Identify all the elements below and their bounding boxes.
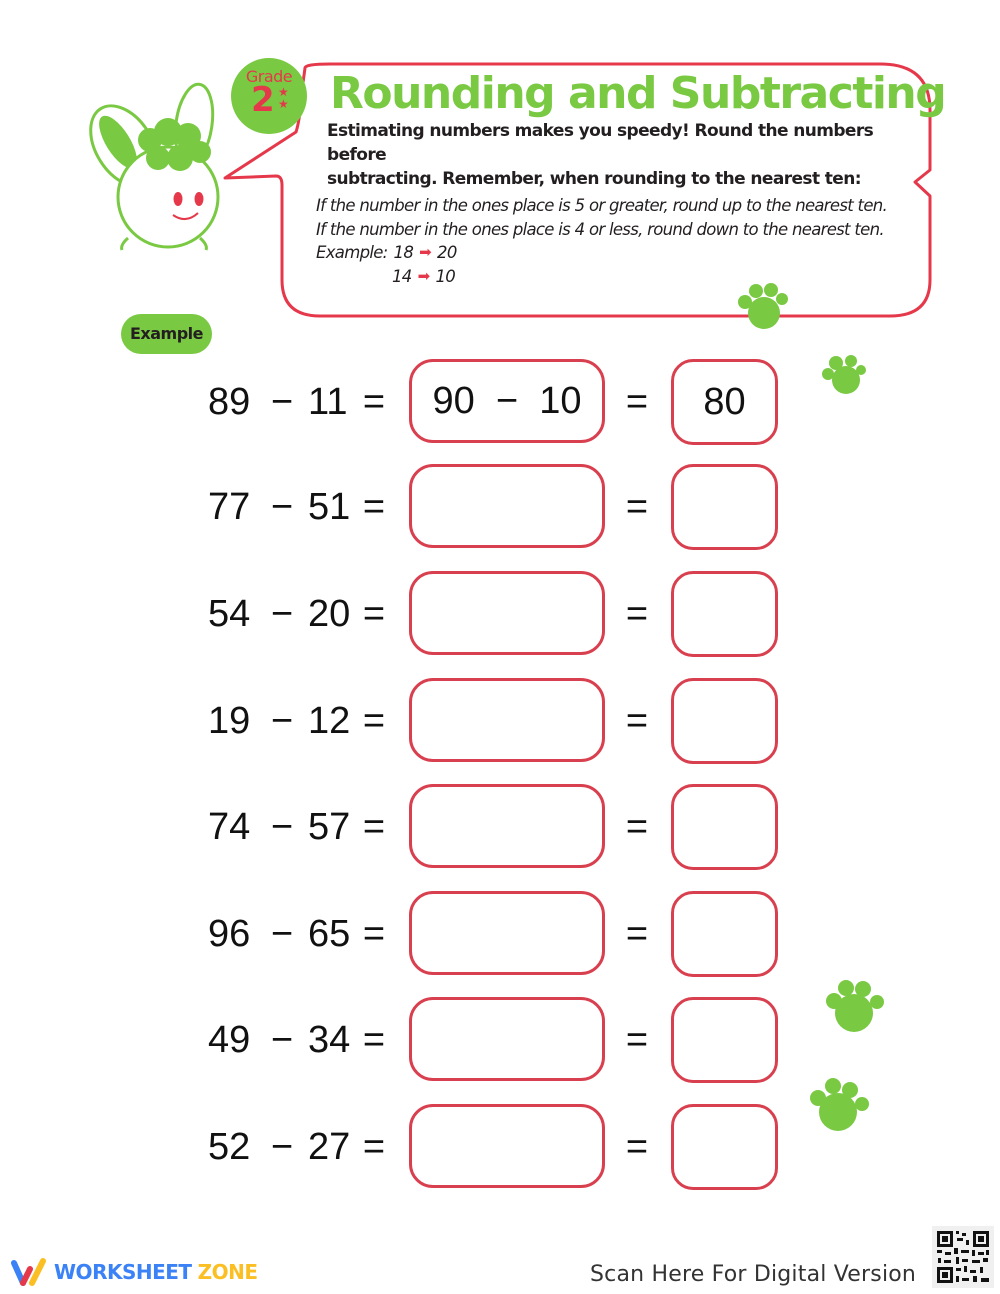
- example-badge: Example: [121, 314, 212, 354]
- problem-expression: [208, 782, 392, 872]
- equals-sign: =: [625, 486, 649, 528]
- rounded-expression-box[interactable]: [409, 464, 605, 548]
- answer-box[interactable]: [671, 571, 778, 657]
- answer-box[interactable]: [671, 784, 778, 870]
- problem-row: [0, 676, 1000, 766]
- arrow-right-icon: ➡: [419, 243, 432, 261]
- subtrahend: 65: [308, 913, 351, 955]
- subtrahend: 34: [308, 1019, 351, 1061]
- rounded-expression-box[interactable]: [409, 784, 605, 868]
- qr-code-icon[interactable]: [932, 1226, 994, 1288]
- rule-round-up: If the number in the ones place is 5 or greater, round up to the nearest ten.: [316, 196, 888, 215]
- minus-sign: −: [270, 486, 294, 528]
- example-from: 14: [392, 266, 412, 286]
- rounded-expression-box[interactable]: [409, 997, 605, 1081]
- problem-expression: [208, 1102, 392, 1192]
- minuend: 19: [208, 700, 251, 742]
- minus-sign: −: [270, 1019, 294, 1061]
- worksheet-zone-logo[interactable]: [10, 1257, 257, 1287]
- rounded-expression-box[interactable]: [409, 678, 605, 762]
- rounded-expression-box: 90 − 10: [409, 359, 605, 443]
- equals-sign: =: [362, 806, 386, 848]
- grade-badge: [231, 58, 307, 134]
- rounding-rules: [316, 194, 887, 288]
- example-from: 18: [393, 243, 414, 262]
- equals-sign: =: [625, 593, 649, 635]
- subtrahend: 57: [308, 806, 351, 848]
- subtrahend: 51: [308, 486, 351, 528]
- equals-sign: =: [362, 913, 386, 955]
- page-title: Rounding and Subtracting: [330, 68, 946, 119]
- example-label: Example:: [316, 243, 388, 262]
- brand-name-part1: WORKSHEET: [54, 1260, 192, 1284]
- scan-for-digital-text: Scan Here For Digital Version: [590, 1262, 917, 1287]
- answer-box: 80: [671, 359, 778, 445]
- problem-row: [0, 462, 1000, 552]
- problem-row-example: [0, 357, 1000, 447]
- paw-print-icon: [734, 280, 794, 330]
- equals-sign: =: [362, 700, 386, 742]
- answer-box[interactable]: [671, 891, 778, 977]
- minus-sign: −: [270, 381, 294, 423]
- equals-sign: =: [625, 381, 649, 423]
- intro-line-2: subtracting. Remember, when rounding to the nearest ten:: [327, 169, 861, 189]
- minus-sign: −: [270, 700, 294, 742]
- equals-sign: =: [362, 486, 386, 528]
- minuend: 49: [208, 1019, 251, 1061]
- rule-example-1: [316, 241, 887, 265]
- subtrahend: 27: [308, 1126, 351, 1168]
- problem-row: [0, 569, 1000, 659]
- problem-row: [0, 889, 1000, 979]
- rounded-expression-box[interactable]: [409, 1104, 605, 1188]
- worksheet-zone-logo-icon: [10, 1257, 48, 1287]
- minuend: 89: [208, 381, 251, 423]
- brand-name-part2: ZONE: [197, 1260, 258, 1284]
- minuend: 52: [208, 1126, 251, 1168]
- equals-sign: =: [625, 700, 649, 742]
- minus-sign: −: [270, 593, 294, 635]
- equals-sign: =: [362, 593, 386, 635]
- rounded-expression-box[interactable]: [409, 571, 605, 655]
- grade-label: Grade: [245, 67, 293, 86]
- problem-row: [0, 995, 1000, 1085]
- equals-sign: =: [625, 806, 649, 848]
- problem-expression: [208, 676, 392, 766]
- equals-sign: =: [362, 1019, 386, 1061]
- intro-line-1: Estimating numbers makes you speedy! Round the numbers before: [327, 121, 874, 165]
- minuend: 74: [208, 806, 251, 848]
- example-to: 10: [435, 266, 456, 286]
- equals-sign: =: [362, 381, 386, 423]
- answer-box[interactable]: [671, 464, 778, 550]
- problem-row: [0, 1102, 1000, 1192]
- subtrahend: 11: [308, 381, 348, 423]
- grade-number: 2: [251, 80, 275, 120]
- minus-sign: −: [270, 1126, 294, 1168]
- answer-box[interactable]: [671, 678, 778, 764]
- bunny-mascot-icon: [77, 82, 218, 250]
- equals-sign: =: [362, 1126, 386, 1168]
- minuend: 77: [208, 486, 251, 528]
- rule-round-down: If the number in the ones place is 4 or less, round down to the nearest ten.: [316, 219, 884, 239]
- minus-sign: −: [270, 806, 294, 848]
- subtrahend: 20: [308, 593, 351, 635]
- minus-sign: −: [270, 913, 294, 955]
- star-icon: ★ ★: [278, 85, 289, 111]
- answer-box[interactable]: [671, 997, 778, 1083]
- example-to: 20: [437, 243, 457, 262]
- problem-expression: [208, 995, 392, 1085]
- equals-sign: =: [625, 1126, 649, 1168]
- problem-expression: [208, 889, 392, 979]
- rounded-expression-box[interactable]: [409, 891, 605, 975]
- problem-expression: [208, 569, 392, 659]
- problem-expression: [208, 462, 392, 552]
- problem-row: [0, 782, 1000, 872]
- subtrahend: 12: [308, 700, 351, 742]
- rule-example-2: [316, 265, 887, 289]
- equals-sign: =: [625, 913, 649, 955]
- problem-expression: [208, 357, 392, 447]
- minuend: 54: [208, 593, 251, 635]
- answer-box[interactable]: [671, 1104, 778, 1190]
- minuend: 96: [208, 913, 251, 955]
- equals-sign: =: [625, 1019, 649, 1061]
- intro-text: [327, 119, 927, 191]
- arrow-right-icon: ➡: [417, 266, 430, 285]
